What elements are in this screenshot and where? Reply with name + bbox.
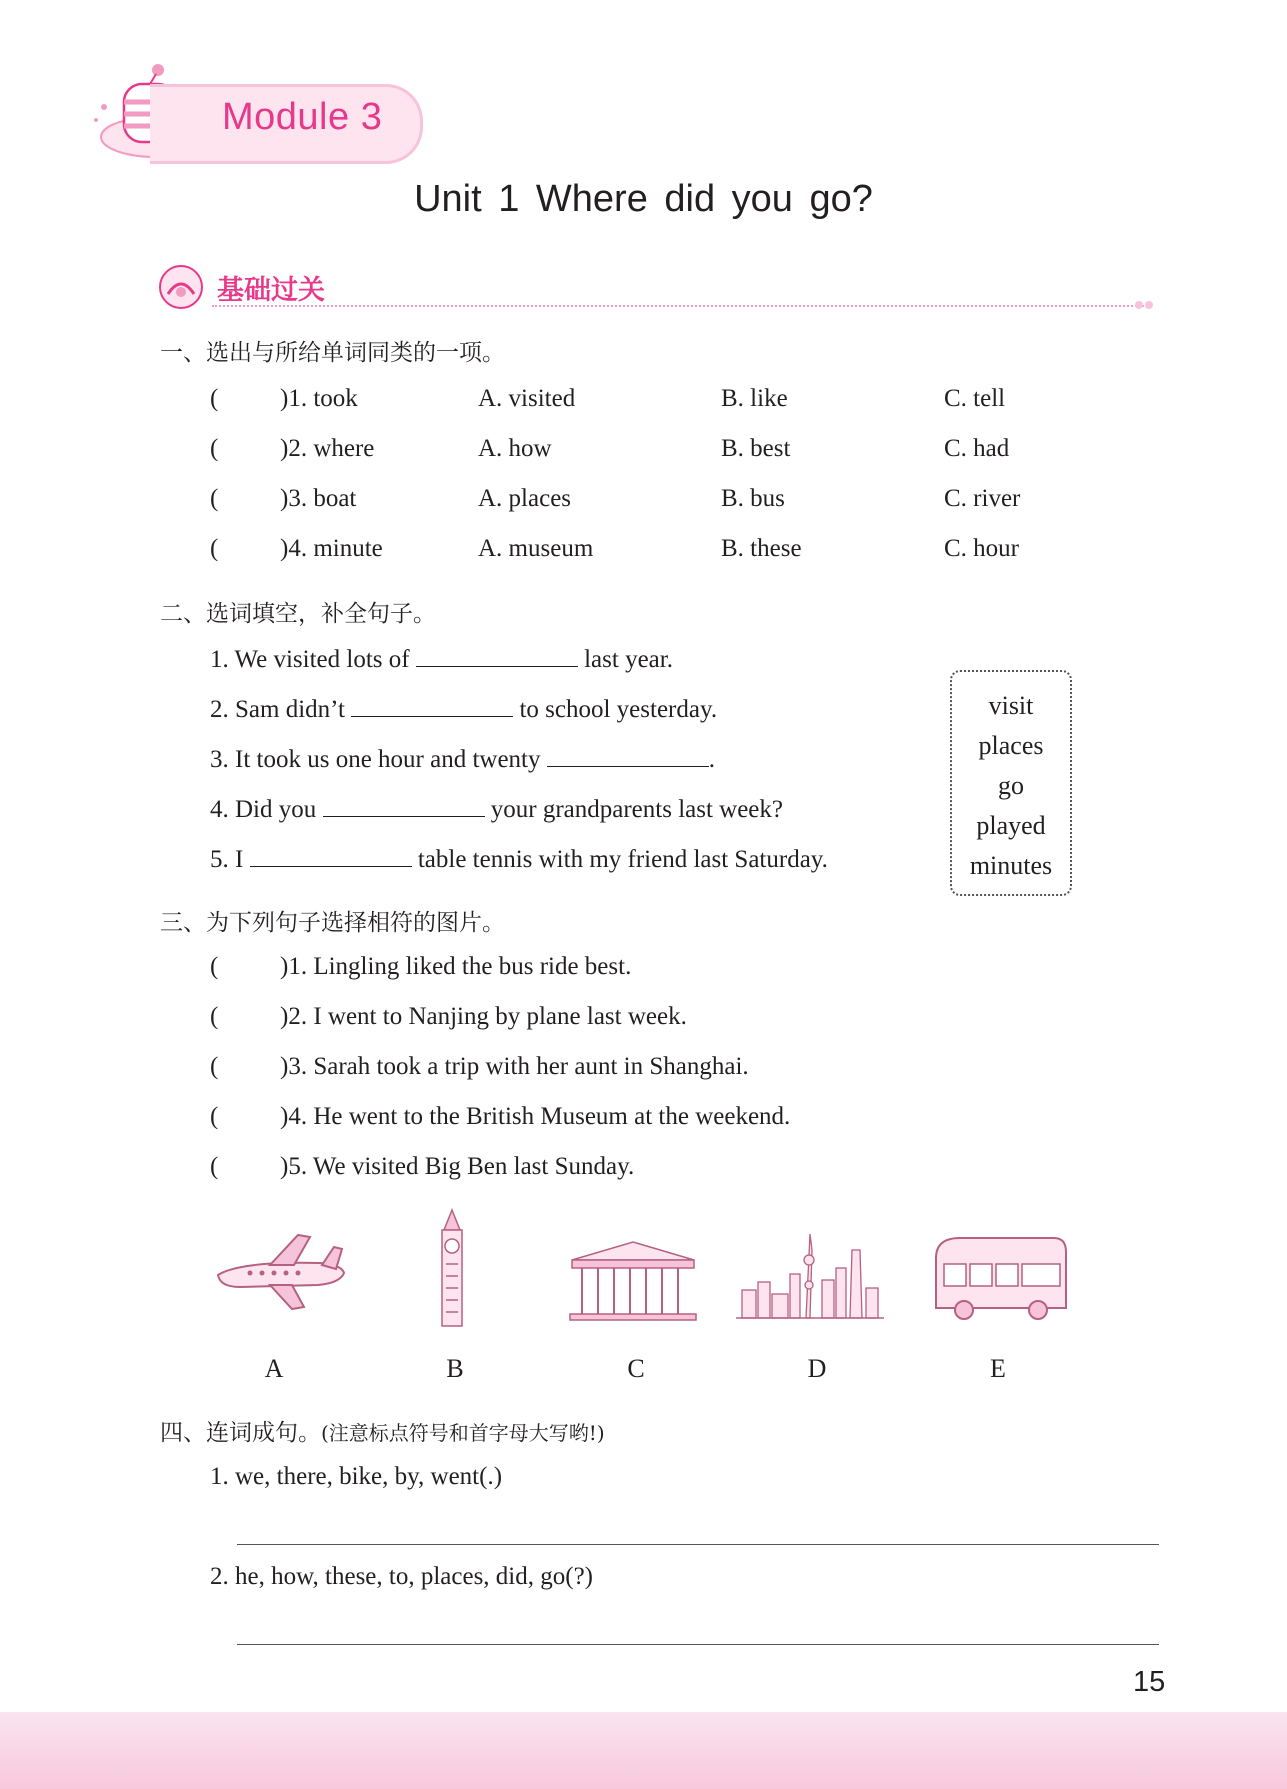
part4-title-text: 四、连词成句。 [160, 1420, 321, 1446]
answer-paren[interactable]: ( [210, 435, 219, 462]
fill-sentence [210, 744, 715, 774]
option-b: B. like [721, 385, 788, 412]
option-b: B. bus [721, 485, 785, 512]
shanghai-skyline-icon [736, 1230, 884, 1322]
picture-label: E [990, 1354, 1006, 1383]
answer-paren[interactable]: ( [210, 385, 219, 412]
word-bank-item: minutes [969, 851, 1053, 880]
part3-title: 三、为下列句子选择相符的图片。 [160, 910, 505, 936]
question-word: )1. took [280, 385, 358, 412]
fill-blank[interactable] [416, 644, 578, 667]
fill-blank[interactable] [323, 794, 485, 817]
question-word: )2. where [280, 435, 375, 462]
match-sentence: )1. Lingling liked the bus ride best. [280, 953, 632, 980]
sentence-text: table tennis with my friend last Saturday. [411, 846, 828, 873]
picture-label: B [446, 1354, 464, 1383]
option-c: C. tell [944, 385, 1006, 412]
sentence-text: your grandparents last week? [484, 796, 783, 823]
option-c: C. had [944, 435, 1010, 462]
bus-icon [930, 1228, 1072, 1324]
picture-label: A [264, 1354, 284, 1383]
option-c: C. river [944, 485, 1021, 512]
match-sentence: )5. We visited Big Ben last Sunday. [280, 1153, 635, 1180]
part1-title: 一、选出与所给单词同类的一项。 [160, 340, 505, 366]
museum-icon [568, 1238, 698, 1322]
airplane-icon [210, 1225, 350, 1315]
section-divider [212, 305, 1144, 307]
option-a: A. how [478, 435, 552, 462]
word-bank-item: played [976, 811, 1046, 840]
part4-title [160, 1414, 605, 1447]
word-bank-item: go [998, 771, 1024, 800]
fill-sentence [210, 644, 673, 674]
reorder-prompt: 2. he, how, these, to, places, did, go(?) [210, 1563, 593, 1590]
basics-badge-icon [158, 264, 204, 310]
sentence-text: 4. Did you [210, 796, 323, 823]
option-b: B. these [721, 535, 802, 562]
answer-line[interactable] [237, 1644, 1159, 1645]
answer-paren[interactable]: ( [210, 1003, 219, 1030]
section-title: 基础过关 [217, 275, 325, 306]
option-b: B. best [721, 435, 791, 462]
picture-label: C [627, 1354, 645, 1383]
sentence-text: last year. [577, 646, 673, 673]
fill-blank[interactable] [250, 844, 412, 867]
answer-paren[interactable]: ( [210, 1103, 219, 1130]
sentence-text: 5. I [210, 846, 250, 873]
answer-paren[interactable]: ( [210, 535, 219, 562]
reorder-prompt: 1. we, there, bike, by, went(.) [210, 1463, 503, 1490]
fill-sentence [210, 844, 828, 874]
word-bank-item: places [978, 731, 1044, 760]
option-a: A. museum [478, 535, 594, 562]
sentence-text: to school yesterday. [513, 696, 718, 723]
fill-sentence [210, 694, 717, 724]
answer-line[interactable] [237, 1544, 1159, 1545]
word-bank [950, 670, 1072, 896]
match-sentence: )2. I went to Nanjing by plane last week. [280, 1003, 687, 1030]
fill-sentence [210, 794, 783, 824]
fill-blank[interactable] [351, 694, 513, 717]
sentence-text: . [708, 746, 716, 773]
part4-note: (注意标点符号和首字母大写哟!) [321, 1421, 605, 1445]
option-c: C. hour [944, 535, 1019, 562]
part2-title: 二、选词填空，补全句子。 [160, 601, 436, 627]
fill-blank[interactable] [547, 744, 709, 767]
big-ben-icon [432, 1208, 472, 1328]
answer-paren[interactable]: ( [210, 1153, 219, 1180]
module-title: Module 3 [222, 96, 383, 138]
option-a: A. visited [478, 385, 576, 412]
answer-paren[interactable]: ( [210, 485, 219, 512]
sentence-text: 1. We visited lots of [210, 646, 416, 673]
page-title: Unit 1 Where did you go? [414, 178, 873, 220]
match-sentence: )4. He went to the British Museum at the weekend. [280, 1103, 791, 1130]
match-sentence: )3. Sarah took a trip with her aunt in Shanghai. [280, 1053, 749, 1080]
question-word: )4. minute [280, 535, 383, 562]
divider-end-dots [1134, 297, 1158, 313]
footer-band [0, 1712, 1287, 1789]
sentence-text: 2. Sam didn’t [210, 696, 352, 723]
answer-paren[interactable]: ( [210, 953, 219, 980]
sentence-text: 3. It took us one hour and twenty [210, 746, 547, 773]
picture-label: D [807, 1354, 827, 1383]
question-word: )3. boat [280, 485, 357, 512]
answer-paren[interactable]: ( [210, 1053, 219, 1080]
option-a: A. places [478, 485, 572, 512]
word-bank-item: visit [988, 691, 1034, 720]
page-number: 15 [1133, 1666, 1166, 1698]
